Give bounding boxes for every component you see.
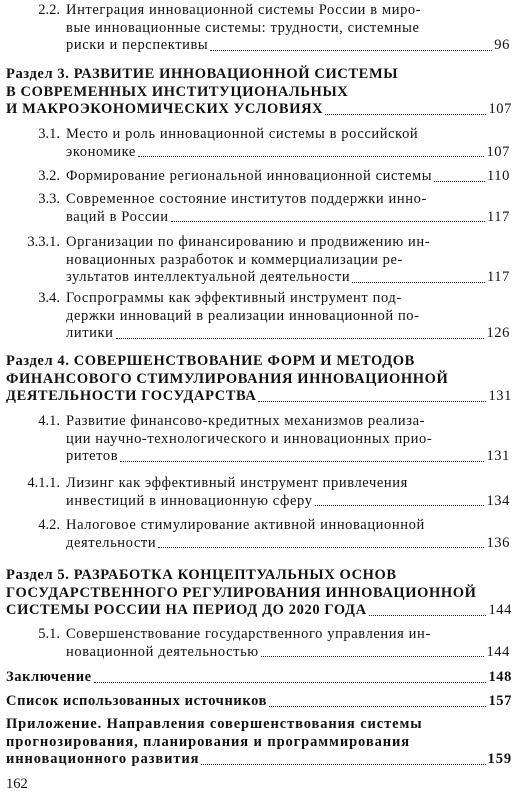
section-page: 148 (488, 669, 512, 685)
entry-line: Интеграция инновационной системы России в миро- (66, 2, 422, 18)
section-line: прогнозирования, планирования и программирования (6, 733, 410, 750)
entry-number: 3.3.1. (27, 234, 60, 250)
entry-line: Лизинг как эффективный инструмент привлечения (66, 475, 408, 491)
leader-dots (94, 682, 487, 683)
entry-page: 136 (486, 534, 510, 551)
toc-entry-3-3[interactable] (8, 191, 510, 226)
section-page: 107 (488, 101, 512, 117)
section-title (6, 567, 512, 620)
entry-line: держки инноваций в реализации инновационной по- (66, 307, 420, 324)
entry-line-last: литики (66, 325, 114, 341)
section-line-last: Заключение (6, 669, 92, 685)
entry-line: Место и роль инновационной системы в российской (66, 126, 419, 142)
leader-dots (138, 156, 484, 157)
toc-entry-4-1[interactable] (8, 413, 510, 466)
leader-dots (352, 282, 485, 283)
entry-title (66, 413, 510, 466)
entry-page: 126 (486, 325, 510, 341)
leader-dots (315, 505, 485, 506)
toc-entry-3-3-1[interactable] (8, 234, 510, 287)
section-line-last: И МАКРОЭКОНОМИЧЕСКИХ УСЛОВИЯХ (6, 101, 324, 117)
entry-title (66, 290, 510, 343)
section-line: Раздел 5. РАЗРАБОТКА КОНЦЕПТУАЛЬНЫХ ОСНОВ (6, 567, 397, 583)
entry-line: Госпрограммы как эффективный инструмент под- (66, 290, 402, 306)
entry-page: 131 (486, 448, 510, 464)
toc-entry-4-1-1[interactable] (8, 475, 510, 510)
section-line: Раздел 3. РАЗВИТИЕ ИННОВАЦИОННОЙ СИСТЕМЫ (6, 66, 399, 82)
toc-entry-4-2[interactable] (8, 517, 510, 552)
section-title (6, 669, 512, 687)
section-page: 131 (488, 388, 512, 404)
entry-page: 110 (486, 168, 510, 184)
section-line: Приложение. Направления совершенствования системы (6, 716, 423, 732)
entry-page: 117 (486, 208, 510, 225)
entry-number: 3.1. (38, 126, 60, 142)
entry-number: 3.2. (38, 168, 60, 184)
leader-dots (171, 221, 485, 222)
entry-title (66, 475, 510, 510)
section-line: ГОСУДАРСТВЕННОГО РЕГУЛИРОВАНИЯ ИННОВАЦИОННОЙ (6, 584, 477, 601)
entry-line: Совершенствование государственного управления ин- (66, 626, 431, 642)
leader-dots (369, 615, 487, 616)
entry-line: Современное состояние институтов поддержки инно- (66, 191, 427, 207)
entry-number: 3.4. (38, 290, 60, 306)
entry-title (66, 626, 510, 661)
leader-dots (116, 338, 485, 339)
leader-dots (434, 181, 485, 182)
entry-number: 2.2. (38, 2, 60, 18)
entry-line: вые инновационные системы: трудности, системные (66, 19, 420, 36)
entry-page: 117 (486, 269, 510, 285)
leader-dots (120, 461, 484, 462)
entry-line-last: инвестиций в инновационную сферу (66, 492, 313, 509)
section-page: 157 (488, 693, 512, 709)
section-line-last: инновационного развития (6, 751, 200, 767)
entry-number: 4.1.1. (27, 475, 60, 491)
entry-line-last: риски и перспективы (66, 37, 209, 53)
page-number: 162 (6, 776, 28, 792)
section-line: ФИНАНСОВОГО СТИМУЛИРОВАНИЯ ИННОВАЦИОННОЙ (6, 370, 449, 387)
entry-line-last: ваций в России (66, 208, 169, 225)
entry-number: 4.1. (38, 413, 60, 429)
entry-number: 4.2. (38, 517, 60, 533)
entry-line: Организации по финансированию и продвижению ин- (66, 234, 431, 250)
entry-line-last: новационной деятельностью (66, 643, 259, 660)
entry-line-last: экономике (66, 143, 136, 160)
entry-number: 5.1. (38, 626, 60, 642)
toc-entry-3-2[interactable] (8, 168, 510, 186)
entry-line-last: зультатов интеллектуальной деятельности (66, 269, 351, 285)
entry-line: ции научно-технологического и инновационных прио- (66, 430, 433, 447)
section-page: 159 (487, 751, 512, 767)
section-title (6, 693, 512, 711)
entry-page: 107 (486, 143, 510, 160)
entry-title (66, 168, 510, 186)
leader-dots (325, 114, 486, 115)
entry-title (66, 234, 510, 287)
entry-title (66, 517, 510, 552)
section-title (6, 66, 512, 119)
toc-section-5[interactable] (6, 567, 512, 620)
leader-dots (158, 547, 484, 548)
entry-title (66, 2, 510, 55)
toc-conclusion[interactable] (6, 669, 512, 687)
entry-line-last: Формирование региональной инновационной системы (66, 168, 433, 184)
section-title (6, 716, 512, 769)
entry-title (66, 191, 510, 226)
leader-dots (210, 50, 492, 51)
entry-page: 134 (486, 492, 510, 509)
entry-line-last: ритетов (66, 448, 119, 464)
leader-dots (258, 401, 486, 402)
entry-line: новационных разработок и коммерциализации ре- (66, 251, 403, 268)
section-title (6, 353, 512, 406)
entry-page: 144 (486, 643, 510, 660)
toc-sources[interactable] (6, 693, 512, 711)
entry-number: 3.3. (38, 191, 60, 207)
entry-page: 96 (494, 37, 510, 53)
section-line-last: Список использованных источников (6, 693, 268, 709)
toc-entry-2-2[interactable] (8, 2, 510, 55)
section-line: Раздел 4. СОВЕРШЕНСТВОВАНИЕ ФОРМ И МЕТОДОВ (6, 353, 415, 369)
leader-dots (201, 764, 485, 765)
toc-entry-5-1[interactable] (8, 626, 510, 661)
section-page: 144 (488, 602, 512, 618)
section-line: В СОВРЕМЕННЫХ ИНСТИТУЦИОНАЛЬНЫХ (6, 83, 349, 100)
entry-line: Развитие финансово-кредитных механизмов реализа- (66, 413, 426, 429)
section-line-last: СИСТЕМЫ РОССИИ НА ПЕРИОД ДО 2020 ГОДА (6, 602, 367, 618)
section-line-last: ДЕЯТЕЛЬНОСТИ ГОСУДАРСТВА (6, 388, 257, 404)
toc-section-3[interactable] (6, 66, 512, 119)
leader-dots (261, 656, 485, 657)
leader-dots (269, 706, 486, 707)
toc-section-4[interactable] (6, 353, 512, 406)
entry-title (66, 126, 510, 161)
toc-entry-3-4[interactable] (8, 290, 510, 343)
toc-entry-3-1[interactable] (8, 126, 510, 161)
entry-line: Налоговое стимулирование активной инновационной (66, 517, 425, 533)
entry-line-last: деятельности (66, 534, 157, 551)
toc-appendix[interactable] (6, 716, 512, 769)
